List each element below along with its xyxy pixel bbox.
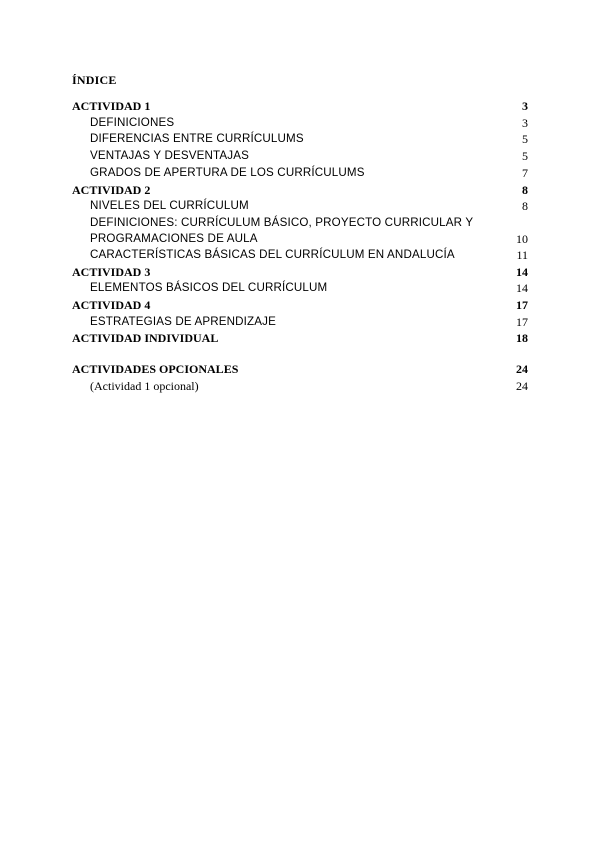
toc-entry-actividad-4[interactable] bbox=[72, 297, 528, 314]
toc-entry-label: ACTIVIDAD INDIVIDUAL bbox=[72, 331, 219, 346]
toc-entry-label: ELEMENTOS BÁSICOS DEL CURRÍCULUM bbox=[90, 281, 328, 295]
toc-entry-page: 10 bbox=[516, 231, 528, 246]
toc-entry-label: DEFINICIONES: CURRÍCULUM BÁSICO, PROYECTO CURRICULAR Y PROGRAMACIONES DE AULA bbox=[90, 215, 474, 245]
toc-entry-page: 3 bbox=[522, 99, 528, 113]
toc-entry-definiciones[interactable] bbox=[72, 115, 528, 132]
toc-entry-label: CARACTERÍSTICAS BÁSICAS DEL CURRÍCULUM EN ANDALUCÍA bbox=[90, 247, 455, 261]
toc-entry-label: GRADOS DE APERTURA DE LOS CURRÍCULUMS bbox=[90, 165, 365, 179]
toc-entry-label: VENTAJAS Y DESVENTAJAS bbox=[90, 149, 250, 163]
toc-entry-label: ACTIVIDAD 4 bbox=[72, 298, 151, 313]
toc-entry-label: (Actividad 1 opcional) bbox=[90, 378, 199, 393]
toc-entry-actividades-opcionales[interactable] bbox=[72, 361, 528, 378]
toc-entry-label: ACTIVIDAD 1 bbox=[72, 99, 151, 113]
table-of-contents bbox=[72, 98, 528, 395]
toc-entry-elementos[interactable] bbox=[72, 280, 528, 297]
toc-entry-page: 18 bbox=[516, 331, 528, 346]
toc-entry-page: 3 bbox=[522, 115, 528, 130]
toc-entry-label: ACTIVIDAD 3 bbox=[72, 264, 151, 279]
toc-entry-actividad-individual[interactable] bbox=[72, 330, 528, 347]
toc-entry-page: 14 bbox=[516, 281, 528, 296]
toc-entry-label: DIFERENCIAS ENTRE CURRÍCULUMS bbox=[90, 132, 304, 146]
toc-entry-diferencias[interactable] bbox=[72, 131, 528, 148]
toc-entry-actividad-1-opcional[interactable] bbox=[72, 378, 528, 395]
toc-entry-page: 17 bbox=[516, 314, 528, 329]
toc-entry-label: NIVELES DEL CURRÍCULUM bbox=[90, 199, 249, 213]
toc-entry-estrategias[interactable] bbox=[72, 314, 528, 331]
toc-entry-page: 17 bbox=[516, 298, 528, 313]
toc-entry-caracteristicas[interactable] bbox=[72, 247, 528, 264]
toc-entry-label: ACTIVIDAD 2 bbox=[72, 182, 151, 197]
toc-entry-actividad-3[interactable] bbox=[72, 264, 528, 281]
page-title: ÍNDICE bbox=[72, 73, 117, 87]
toc-entry-page: 5 bbox=[522, 132, 528, 147]
toc-entry-grados[interactable] bbox=[72, 165, 528, 182]
toc-entry-page: 7 bbox=[522, 165, 528, 180]
toc-entry-page: 8 bbox=[522, 182, 528, 197]
toc-entry-label: ACTIVIDADES OPCIONALES bbox=[72, 362, 239, 377]
toc-entry-niveles[interactable] bbox=[72, 198, 528, 215]
toc-entry-page: 24 bbox=[516, 362, 528, 377]
toc-entry-actividad-1[interactable] bbox=[72, 98, 528, 115]
toc-entry-label: ESTRATEGIAS DE APRENDIZAJE bbox=[90, 314, 277, 328]
toc-entry-page: 5 bbox=[522, 149, 528, 164]
toc-entry-page: 11 bbox=[516, 247, 528, 262]
toc-entry-page: 8 bbox=[522, 199, 528, 214]
toc-entry-definiciones-curriculum[interactable] bbox=[72, 215, 528, 247]
toc-entry-page: 24 bbox=[516, 378, 528, 393]
toc-entry-page: 14 bbox=[516, 264, 528, 279]
toc-entry-actividad-2[interactable] bbox=[72, 182, 528, 199]
toc-entry-label: DEFINICIONES bbox=[90, 115, 175, 129]
section-spacer bbox=[72, 347, 528, 361]
toc-entry-ventajas[interactable] bbox=[72, 148, 528, 165]
